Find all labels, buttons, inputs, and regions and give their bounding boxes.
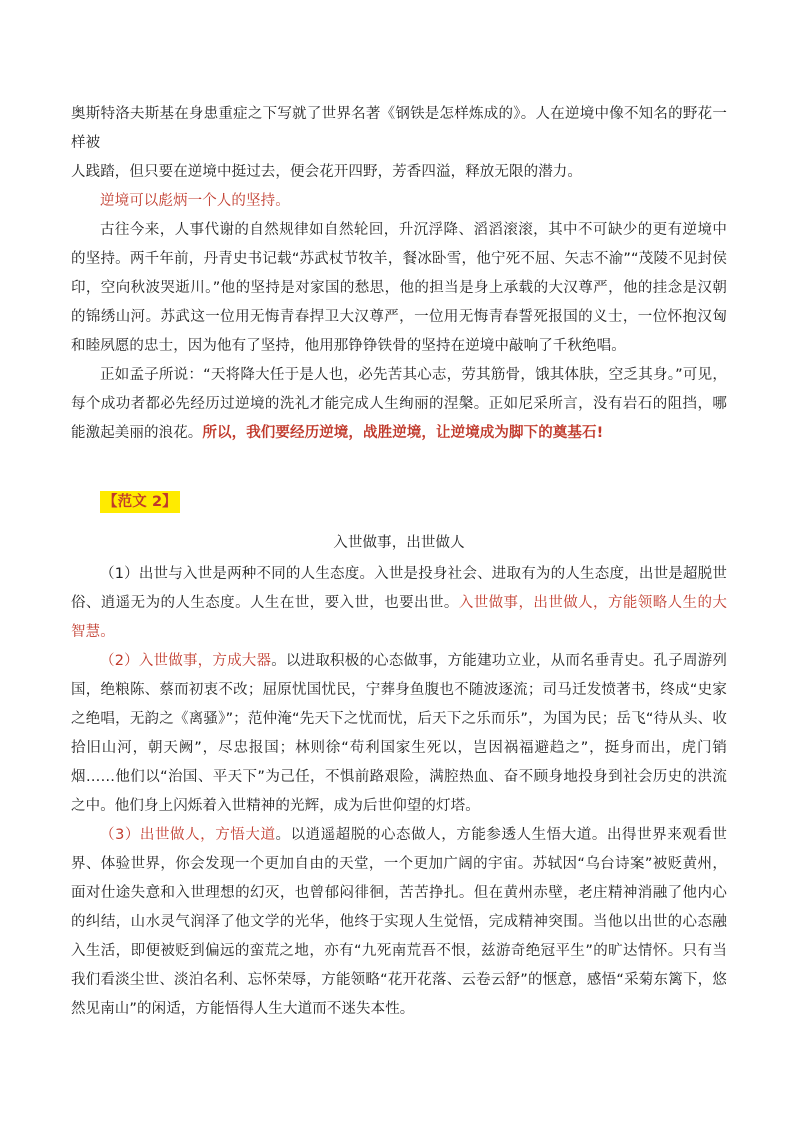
essay1-paragraph-1 bbox=[71, 100, 727, 187]
essay2-p2-number: （2） bbox=[100, 653, 139, 669]
section-gap bbox=[71, 448, 727, 488]
essay2-tag-label: 【范文 2】 bbox=[100, 491, 180, 513]
essay2-tag-row bbox=[71, 488, 727, 517]
document-body bbox=[71, 100, 727, 1024]
essay2-p3-number: （3） bbox=[100, 827, 140, 843]
essay2-p2-text: 。以进取积极的心态做事，方能建功立业，从而名垂青史。孔子周游列国，绝粮陈、蔡而初衷不改；屈原忧国忧民，宁葬身鱼腹也不随波逐流；司马迁发愤著书，终成“史家之绝唱，无韵之《离骚》”；范仲淹“先天下之忧而忧，后天下之乐而乐”，为国为民；岳飞“待从头、收拾旧山河，朝天阙”，尽忠报国；林则徐“苟利国家生死以，岂因祸福避趋之”，挺身而出，虎门销烟……他们以“治国、平天下”为己任，不惧前路艰险，满腔热血、奋不顾身地投身到社会历史的洪流之中。他们身上闪烁着入世精神的光辉，成为后世仰望的灯塔。 bbox=[71, 653, 727, 814]
essay1-subheading: 逆境可以彪炳一个人的坚持。 bbox=[100, 193, 290, 209]
essay2-paragraph-3 bbox=[71, 821, 727, 1024]
essay2-p1-text: （1）出世与入世是两种不同的人生态度。入世是投身社会、进取有为的人生态度，出世是超脱世俗、逍遥无为的人生态度。人生在世，要入世，也要出世。 bbox=[71, 566, 727, 611]
essay2-p2-lead: 入世做事，方成大器 bbox=[138, 653, 272, 669]
essay1-p3-conclusion: 所以，我们要经历逆境，战胜逆境，让逆境成为脚下的奠基石! bbox=[202, 425, 604, 441]
essay1-p1-line2: 人践踏，但只要在逆境中挺过去，便会花开四野，芳香四溢，释放无限的潜力。 bbox=[71, 164, 582, 180]
essay2-title: 入世做事，出世做人 bbox=[333, 535, 465, 551]
essay2-paragraph-2 bbox=[71, 647, 727, 821]
essay2-p1-thesis: 入世做事，出世做人，方能领略人生的大智慧。 bbox=[71, 595, 727, 640]
essay1-paragraph-3 bbox=[71, 361, 727, 448]
essay2-p3-lead: 出世做人，方悟大道 bbox=[139, 827, 276, 843]
essay1-p3-text: 正如孟子所说：“天将降大任于是人也，必先苦其心志，劳其筋骨，饿其体肤，空乏其身。”可见，每个成功者都必先经历过逆境的洗礼才能完成人生绚丽的涅槃。正如尼采所言，没有岩石的阻挡，哪能激起美丽的浪花。 bbox=[71, 367, 727, 441]
essay2-p3-text: 。以逍遥超脱的心态做人，方能参透人生悟大道。出得世界来观看世界、体验世界，你会发现一个更加自由的天堂，一个更加广阔的宇宙。苏轼因“乌台诗案”被贬黄州，面对仕途失意和入世理想的幻灭，也曾郁闷徘徊，苦苦挣扎。但在黄州赤壁，老庄精神消融了他内心的纠结，山水灵气润泽了他文学的光华，他终于实现人生觉悟，完成精神突围。当他以出世的心态融入生活，即便被贬到偏远的蛮荒之地，亦有“九死南荒吾不恨，兹游奇绝冠平生”的旷达情怀。只有当我们看淡尘世、淡泊名利、忘怀荣辱，方能领略“花开花落、云卷云舒”的惬意，感悟“采菊东篱下，悠然见南山”的闲适，方能悟得人生大道而不迷失本性。 bbox=[71, 827, 727, 1017]
essay2-paragraph-1 bbox=[71, 560, 727, 647]
essay1-p1-line1: 奥斯特洛夫斯基在身患重症之下写就了世界名著《钢铁是怎样炼成的》。人在逆境中像不知名的野花一样被 bbox=[71, 106, 727, 151]
essay1-paragraph-2: 古往今来，人事代谢的自然规律如自然轮回，升沉浮降、滔滔滚滚，其中不可缺少的更有逆境中的坚持。两千年前，丹青史书记载“苏武杖节牧羊，餐冰卧雪，他宁死不屈、矢志不渝”“茂陵不见封侯印，空向秋波哭逝川。”他的坚持是对家国的愁思，他的担当是身上承载的大汉尊严，他的挂念是汉朝的锦绣山河。苏武这一位用无悔青春捍卫大汉尊严，一位用无悔青春誓死报国的义士，一位怀抱汉匈和睦夙愿的忠士，因为他有了坚持，他用那铮铮铁骨的坚持在逆境中敲响了千秋绝唱。 bbox=[71, 222, 727, 354]
